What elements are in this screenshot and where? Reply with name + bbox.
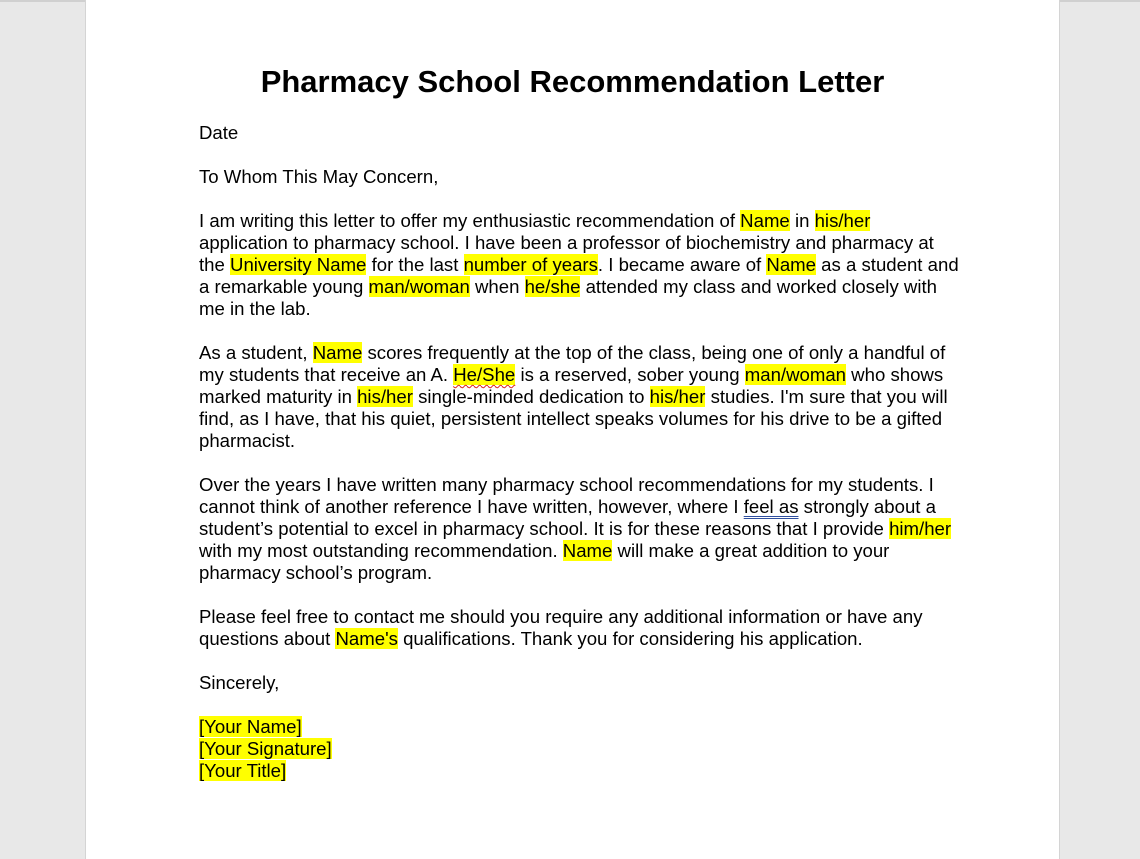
paragraph-gap — [199, 584, 959, 606]
placeholder-highlight: his/her — [357, 386, 413, 407]
placeholder-highlight: Name — [766, 254, 816, 275]
placeholder-highlight: [Your Signature] — [199, 738, 332, 759]
paragraph-gap — [199, 650, 959, 672]
text-run: for the last — [366, 254, 464, 275]
placeholder-highlight: University Name — [230, 254, 367, 275]
text-run: studies. I'm sure that you will find, as I have, that his quiet, persistent intellect speaks volumes for his drive to be a gifted pharmacist. — [199, 386, 948, 451]
placeholder-highlight: Name's — [335, 628, 398, 649]
text-run: Please feel free to contact me should you require any additional information or have any questions about — [199, 606, 923, 649]
placeholder-highlight: man/woman — [368, 276, 470, 297]
signature-name — [199, 716, 959, 738]
text-run: who shows marked maturity in — [199, 364, 944, 407]
paragraph-gap — [199, 144, 959, 166]
text-run: will make a great addition to your pharmacy school’s program. — [199, 540, 890, 583]
paragraph-gap — [199, 452, 959, 474]
paragraph-3 — [199, 474, 959, 584]
text-run: scores frequently at the top of the class, being one of only a handful of my students that receive an A. — [199, 342, 946, 385]
text-run: attended my class and worked closely with me in the lab. — [199, 276, 937, 319]
placeholder-highlight: Name — [740, 210, 790, 231]
text-run: single-minded dedication to — [412, 386, 650, 407]
text-run: strongly about a student’s potential to excel in pharmacy school. It is for these reasons that I provide — [199, 496, 936, 539]
placeholder-highlight: his/her — [814, 210, 871, 231]
paragraph-4 — [199, 606, 959, 650]
signature-title — [199, 760, 959, 782]
text-run: with my most outstanding recommendation. — [199, 540, 563, 561]
placeholder-highlight: his/her — [649, 386, 706, 407]
grammar-suggestion[interactable]: feel as — [743, 496, 799, 517]
salutation: To Whom This May Concern, — [199, 166, 439, 187]
placeholder-highlight: him/her — [889, 518, 952, 539]
text-run: application to pharmacy school. I have been a professor of biochemistry and pharmacy at the — [199, 232, 934, 275]
text-run: is a reserved, sober young — [515, 364, 745, 385]
document-page[interactable] — [85, 0, 1060, 859]
placeholder-highlight: he/she — [524, 276, 581, 297]
paragraph-2 — [199, 342, 959, 452]
paragraph-gap — [199, 320, 959, 342]
text-run: in — [789, 210, 815, 231]
signature-line — [199, 738, 959, 760]
placeholder-highlight: [Your Title] — [199, 760, 287, 781]
text-run: . I became aware of — [597, 254, 767, 275]
placeholder-highlight: number of years — [463, 254, 598, 275]
placeholder-highlight: man/woman — [744, 364, 847, 385]
date-line: Date — [199, 122, 239, 143]
paragraph-1 — [199, 210, 959, 320]
placeholder-highlight: [Your Name] — [199, 716, 302, 737]
paragraph-gap — [199, 188, 959, 210]
placeholder-highlight-misspelled[interactable]: He/She — [453, 364, 516, 385]
text-run: as a student and a remarkable young — [199, 254, 959, 297]
document-title: Pharmacy School Recommendation Letter — [260, 64, 885, 99]
text-run: I am writing this letter to offer my enthusiastic recommendation of — [199, 210, 741, 231]
text-run: qualifications. Thank you for considering his application. — [397, 628, 863, 649]
text-run: Over the years I have written many pharmacy school recommendations for my students. I cannot think of another reference I have written, however, where I — [199, 474, 934, 517]
placeholder-highlight: Name — [562, 540, 613, 561]
letter-body[interactable] — [199, 122, 959, 782]
text-run: when — [469, 276, 525, 297]
text-run: As a student, — [199, 342, 313, 363]
closing: Sincerely, — [199, 672, 280, 693]
placeholder-highlight: Name — [312, 342, 363, 363]
paragraph-gap — [199, 694, 959, 716]
